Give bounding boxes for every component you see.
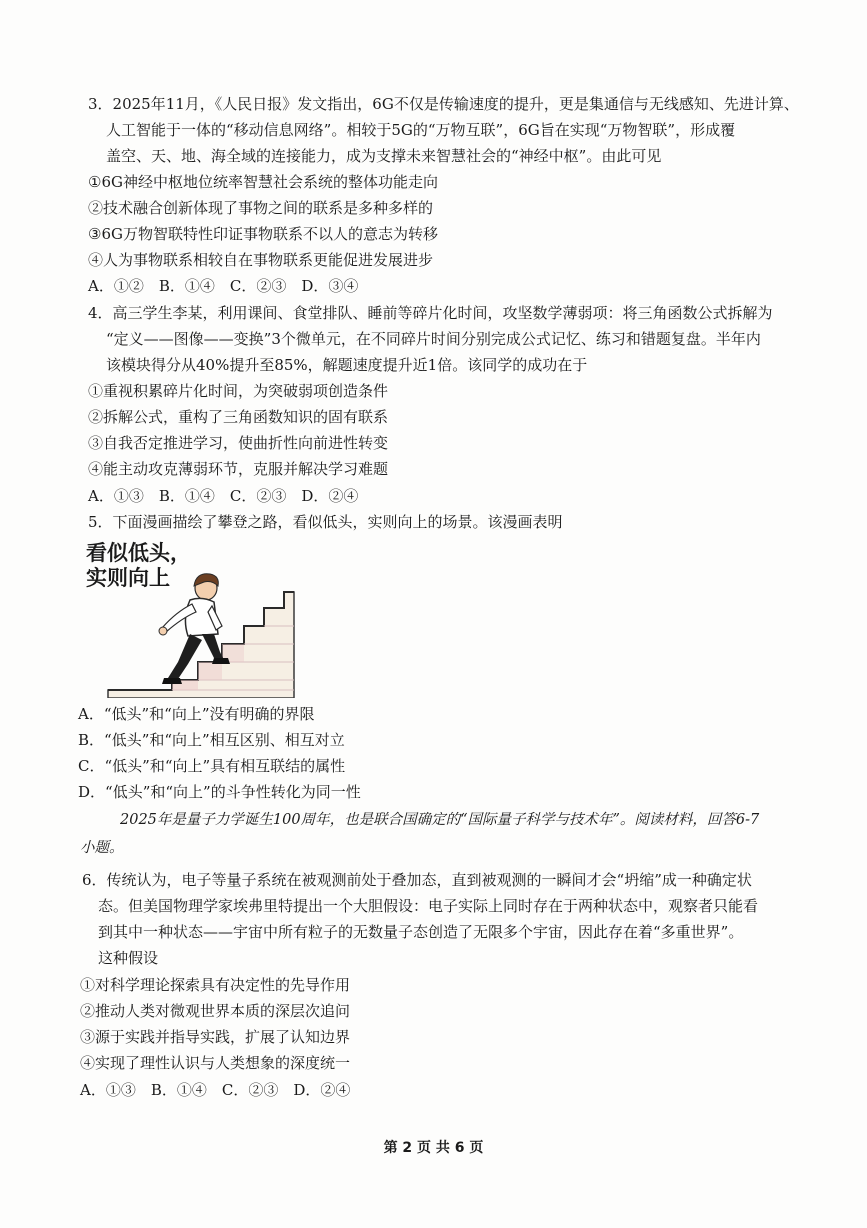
q6-option-4: ④实现了理性认识与人类想象的深度统一 (80, 1054, 351, 1072)
q6-stem-line-2: 态。但美国物理学家埃弗里特提出一个大胆假设：电子实际上同时存在于两种状态中，观察者只能看 (98, 897, 759, 915)
comic-caption-line-2: 实则向上 (86, 566, 170, 590)
page-footer: 第 2 页 共 6 页 (383, 1140, 484, 1156)
q6-choices: A．①③ B．①④ C．②③ D．②④ (80, 1081, 351, 1099)
q4-option-3: ③自我否定推进学习，使曲折性向前进性转变 (88, 434, 389, 452)
q3-choices: A．①② B．①④ C．②③ D．③④ (88, 277, 359, 295)
q4-option-1: ①重视积累碎片化时间，为突破弱项创造条件 (88, 382, 389, 400)
q4-stem-line-2: “定义——图像——变换”3个微单元，在不同碎片时间分别完成公式记忆、练习和错题复盘。半年内 (106, 330, 761, 348)
q3-option-2: ②技术融合创新体现了事物之间的联系是多种多样的 (88, 199, 434, 217)
q6-option-2: ②推动人类对微观世界本质的深层次追问 (80, 1002, 351, 1020)
q6-option-3: ③源于实践并指导实践，扩展了认知边界 (80, 1028, 351, 1046)
q3-stem-line-2: 人工智能于一体的“移动信息网络”。相较于5G的“万物互联”，6G旨在实现“万物智联”，形成覆 (106, 121, 736, 139)
q5-option-d: D．“低头”和“向上”的斗争性转化为同一性 (78, 783, 361, 801)
comic-caption-line-1: 看似低头， (86, 541, 191, 565)
material-line-2: 小题。 (80, 840, 124, 856)
q6-stem-line-1: 6．传统认为，电子等量子系统在被观测前处于叠加态，直到被观测的一瞬间才会“坍缩”成一种确定状 (82, 871, 752, 889)
q6-stem-line-4: 这种假设 (98, 949, 159, 967)
q3-stem-line-1: 3．2025年11月，《人民日报》发文指出，6G不仅是传输速度的提升，更是集通信与无线感知、先进计算、 (88, 95, 799, 113)
q4-choices: A．①③ B．①④ C．②③ D．②④ (88, 487, 359, 505)
q3-stem-line-3: 盖空、天、地、海全域的连接能力，成为支撑未来智慧社会的“神经中枢”。由此可见 (106, 147, 662, 165)
q3-option-1: ①6G神经中枢地位统率智慧社会系统的整体功能走向 (88, 173, 438, 191)
q5-option-a: A．“低头”和“向上”没有明确的界限 (78, 705, 315, 723)
comic-stair-climber-image (106, 570, 296, 698)
q5-stem: 5．下面漫画描绘了攀登之路，看似低头，实则向上的场景。该漫画表明 (88, 513, 563, 531)
q4-stem-line-3: 该模块得分从40%提升至85%，解题速度提升近1倍。该同学的成功在于 (106, 356, 588, 374)
material-line-1: 2025年是量子力学诞生100周年，也是联合国确定的“国际量子科学与技术年”。阅读材料，回答6-7 (120, 812, 760, 828)
q6-option-1: ①对科学理论探索具有决定性的先导作用 (80, 976, 351, 994)
q5-option-c: C．“低头”和“向上”具有相互联结的属性 (78, 757, 346, 775)
q4-stem-line-1: 4．高三学生李某，利用课间、食堂排队、睡前等碎片化时间，攻坚数学薄弱项：将三角函数公式拆解为 (88, 304, 773, 322)
q5-option-b: B．“低头”和“向上”相互区别、相互对立 (78, 731, 345, 749)
q4-option-2: ②拆解公式，重构了三角函数知识的固有联系 (88, 408, 389, 426)
q3-option-3: ③6G万物智联特性印证事物联系不以人的意志为转移 (88, 225, 438, 243)
q6-stem-line-3: 到其中一种状态——宇宙中所有粒子的无数量子态创造了无限多个宇宙，因此存在着“多重世界”。 (98, 923, 744, 941)
q3-option-4: ④人为事物联系相较自在事物联系更能促进发展进步 (88, 251, 434, 269)
q4-option-4: ④能主动攻克薄弱环节，克服并解决学习难题 (88, 460, 389, 478)
